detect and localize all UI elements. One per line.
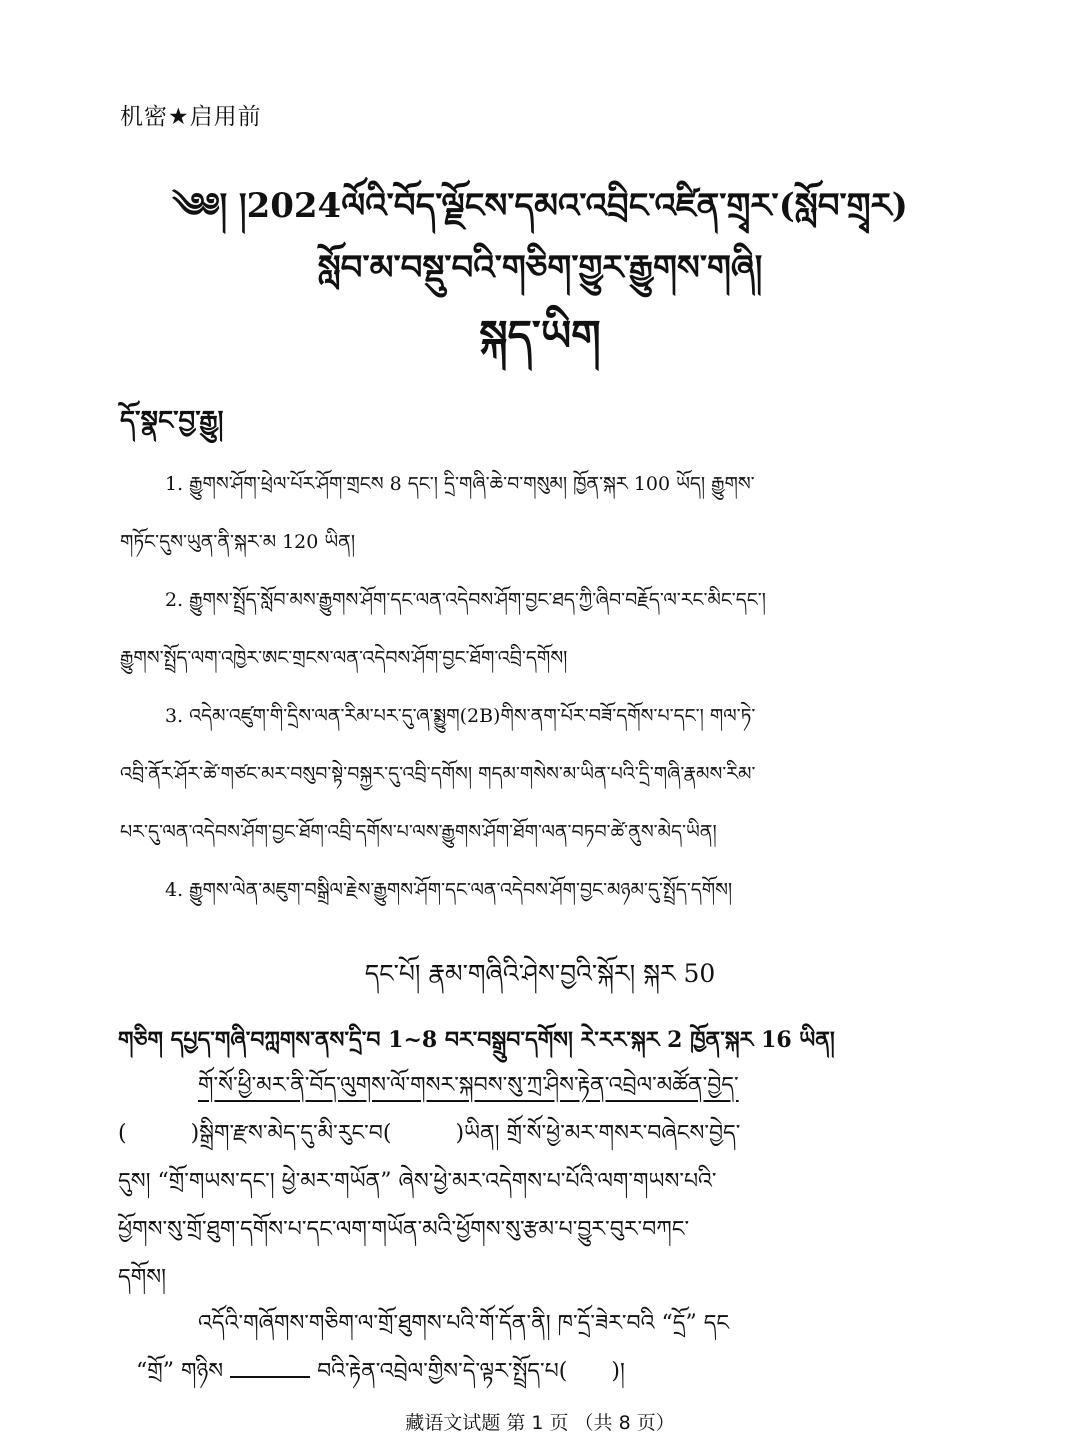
instruction-text: རྒྱུགས་སྤྲོད་ལག་འཁྱེར་ཨང་གྲངས་ལན་འདེབས་ཤོག་བྱང་ཐོག་འབྲི་དགོས། — [120, 647, 568, 669]
question-text: བའི་རྟེན་འབྲེལ་གྱིས་དེ་ལྟར་སྤྲོད་པ( — [317, 1359, 568, 1384]
instructions-heading: དོ་སྣང་བྱ་རྒྱུ། — [120, 406, 224, 436]
question-text: )། — [611, 1359, 625, 1384]
passage-line: ཕྱོགས་སུ་གྲོ་ཐུག་དགོས་པ་དང་ལག་གཡོན་མའི་ཕྱོགས་སུ་རྩམ་པ་བྱུར་བུར་བཀང་ — [118, 1217, 690, 1242]
instruction-item-4 — [120, 861, 970, 919]
passage-text: )ཡིན། གྲོ་སོ་ཕྱེ་མར་གསར་བཞེངས་བྱེད་ — [455, 1121, 741, 1146]
passage-text: )སྒྲིག་རྫས་མེད་དུ་མི་རུང་བ( — [190, 1121, 392, 1146]
instruction-item-1 — [120, 455, 970, 571]
question-heading: གཅིག དཔྱད་གཞི་བཀླགས་ནས་དྲི་བ 1~8 བར་བསྒྲུབ་དགོས། རེ་རར་སྐར 2 ཁྱོན་སྐར 16 ཡིན། — [118, 1027, 835, 1053]
title-line-3: སྐད་ཡིག — [479, 311, 601, 360]
title-line-2: སློབ་མ་བསྡུ་བའི་གཅིག་གྱུར་རྒྱུགས་གཞི། — [317, 248, 763, 288]
instruction-text: གཏོང་དུས་ཡུན་ནི་སྐར་མ 120 ཡིན། — [120, 531, 356, 553]
passage-line: དགོས། — [118, 1265, 166, 1290]
passage-line — [118, 1110, 968, 1158]
instruction-text: 3. འདེམ་འཛུག་གི་དྲིས་ལན་རིམ་པར་དུ་ཞ་སྨྱུག(2B)གིས་ནག་པོར་བཟོ་དགོས་པ་དང་། གལ་ཏེ་ — [165, 705, 756, 727]
instruction-text: འབྲི་ནོར་ཤོར་ཚེ་གཙང་མར་བསུབ་སྟེ་བསྐྱར་དུ་འབྲི་དགོས། གདམ་གསེས་མ་ཡིན་པའི་དྲི་གཞི་རྣམས་རིམ་ — [120, 763, 756, 785]
page-footer: 藏语文试题 第 1 页 （共 8 页） — [405, 1412, 675, 1434]
question-text: “གྲོ” གཉིས — [136, 1359, 224, 1384]
instruction-item-3 — [120, 687, 970, 861]
question-1 — [118, 1300, 968, 1396]
instruction-text: 2. རྒྱུགས་སྤྲོད་སློབ་མས་རྒྱུགས་ཤོག་དང་ལན་འདེབས་ཤོག་བྱང་ཐད་ཀྱི་ཞིབ་བརྗོད་ལ་རང་མིང་དང་། — [165, 589, 766, 611]
instruction-text: 4. རྒྱུགས་ལེན་མཇུག་བསྒྲིལ་རྗེས་རྒྱུགས་ཤོག་དང་ལན་འདེབས་ཤོག་བྱང་མཉམ་དུ་སྤྲོད་དགོས། — [165, 879, 733, 901]
question-line — [118, 1348, 968, 1396]
answer-blank[interactable] — [230, 1356, 310, 1378]
instruction-text: 1. རྒྱུགས་ཤོག་ཕྲེལ་པོར་ཤོག་གྲངས 8 དང་། དྲི་གཞི་ཆེ་བ་གསུམ། ཁྱོན་སྐར 100 ཡོད། རྒྱུགས་ — [165, 473, 755, 495]
instruction-item-2 — [120, 571, 970, 687]
title-line-1: ༄༅། །2024ལོའི་བོད་ལྗོངས་དམའ་འབྲིང་འཛིན་གྲྭར་(སློབ་གྲྭར) — [172, 186, 908, 226]
section-heading: དང་པོ། རྣམ་གཞིའི་ཤེས་བྱའི་སྐོར། སྐར 50 — [364, 959, 716, 988]
passage-line: གོ་སོ་ཕྱི་མར་ནི་བོད་ལུགས་ལོ་གསར་སྐབས་སུ་ཀྲ་ཤིས་རྟེན་འབྲེལ་མཚོན་བྱེད་ — [198, 1073, 739, 1098]
passage-line: དུས། “གྲོ་གཡས་དང་། ཕྱེ་མར་གཡོན” ཞེས་ཕྱེ་མར་འདེགས་པ་པོའི་ལག་གཡས་པའི་ — [118, 1169, 717, 1194]
confidential-label: 机密★启用前 — [120, 104, 262, 130]
question-passage — [118, 1062, 968, 1302]
instruction-text: པར་དུ་ལན་འདེབས་ཤོག་བྱང་ཐོག་འབྲི་དགོས་པ་ལས་རྒྱུགས་ཤོག་ཐོག་ལན་བཏབ་ཚེ་ནུས་མེད་ཡིན། — [120, 821, 717, 843]
question-line: འདོའི་གཞོགས་གཅིག་ལ་གྲོ་ཐུགས་པའི་གོ་དོན་ནི། ཁ་དྲོ་ཟེར་བའི “དྲོ” དང — [198, 1311, 730, 1336]
paren-open: ( — [118, 1121, 127, 1146]
exam-title — [0, 175, 1080, 373]
